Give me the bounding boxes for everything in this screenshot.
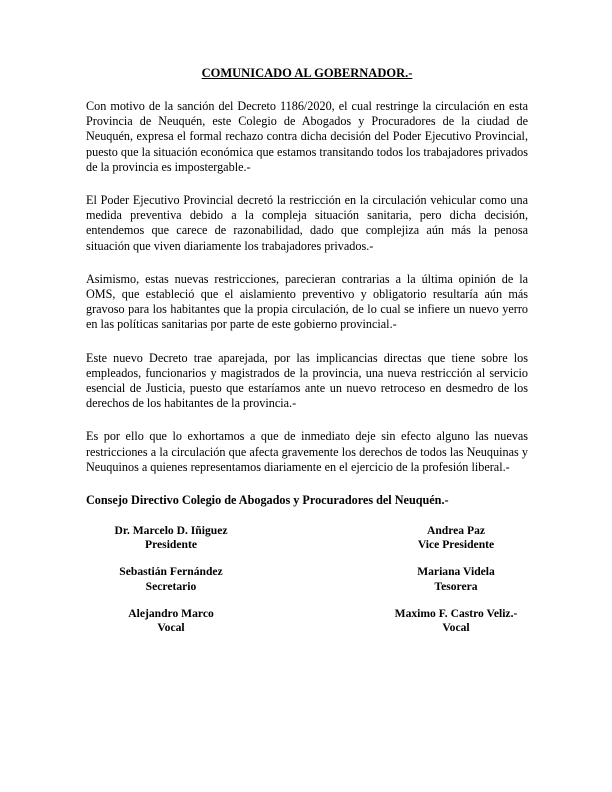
signatory-role: Tesorera <box>434 579 478 593</box>
paragraph-decree-rejection: Con motivo de la sanción del Decreto 1186/2020, el cual restringe la circulación en esta Provincia de Neuquén, este Colegio de Abogados y Procuradores de la ciudad de Neuquén, expresa el formal rechazo contra dicha decisión del Poder Ejecutivo Provincial, puesto que la situación económica que estamos transitando todos los trabajadores privados de la provincia es impostergable.- <box>86 99 528 174</box>
signature-block <box>86 607 256 635</box>
document-title: COMUNICADO AL GOBERNADOR.- <box>201 66 413 80</box>
document-page <box>86 66 528 648</box>
signatory-role: Vocal <box>157 621 185 635</box>
signature-block <box>381 565 531 593</box>
signatory-name: Andrea Paz <box>426 524 486 538</box>
signature-row <box>86 607 528 635</box>
paragraph-vehicle-restriction: El Poder Ejecutivo Provincial decretó la restricción en la circulación vehicular como una medida preventiva debido a la compleja situación sanitaria, pero dicha decisión, entendemos que carece de razonabilidad, dado que complejiza aún más la penosa situación que viven diariamente los trabajadores privados.- <box>86 193 528 253</box>
signatory-name: Sebastián Fernández <box>119 565 223 579</box>
signatory-role: Vocal <box>442 621 470 635</box>
signatory-role: Presidente <box>145 538 197 552</box>
signatory-name: Alejandro Marco <box>128 606 214 620</box>
signatory-role: Secretario <box>145 579 197 593</box>
council-heading: Consejo Directivo Colegio de Abogados y Procuradores del Neuquén.- <box>86 493 449 508</box>
signature-block <box>381 607 531 635</box>
paragraph-justice-service: Este nuevo Decreto trae aparejada, por las implicancias directas que tiene sobre los empleados, funcionarios y magistrados de la provincia, una nueva restricción al servicio esencial de Justicia, puesto que estaríamos ante un nuevo retroceso en desmedro de los derechos de los habitantes de la provincia.- <box>86 350 528 411</box>
signatory-role: Vice Presidente <box>417 538 495 552</box>
paragraph-oms-opinion: Asimismo, estas nuevas restricciones, parecieran contrarias a la última opinión de la OMS, que estableció que el aislamiento preventivo y obligatorio resultaría aún más gravoso para los habitantes que la propia circulación, de lo cual se infiere un nuevo yerro en las políticas sanitarias por parte de este gobierno provincial.- <box>86 271 528 332</box>
signatory-name: Maximo F. Castro Veliz.- <box>394 606 518 620</box>
signature-row <box>86 524 528 552</box>
signature-block <box>381 524 531 552</box>
paragraph-exhortation: Es por ello que lo exhortamos a que de inmediato deje sin efecto alguno las nuevas restricciones a la circulación que afecta gravemente los derechos de todos las Neuquinas y Neuquinos a quienes representamos diariamente en el ejercicio de la profesión liberal.- <box>86 429 528 474</box>
signature-row <box>86 565 528 593</box>
signatory-name: Mariana Videla <box>417 565 495 579</box>
signatory-name: Dr. Marcelo D. Iñiguez <box>114 524 228 538</box>
signature-block <box>86 565 256 593</box>
signature-block <box>86 524 256 552</box>
